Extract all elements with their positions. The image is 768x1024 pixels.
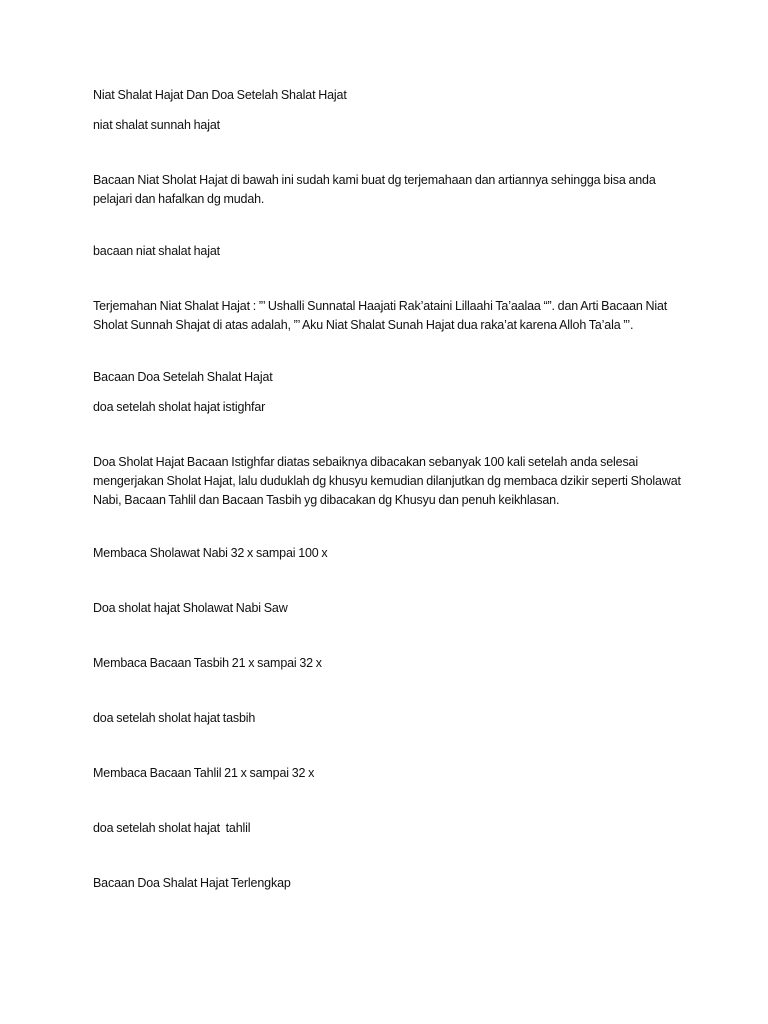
document-body (93, 86, 693, 893)
paragraph-sholawat-count: Membaca Sholawat Nabi 32 x sampai 100 x (93, 546, 328, 560)
paragraph-tasbih-count: Membaca Bacaan Tasbih 21 x sampai 32 x (93, 656, 322, 670)
paragraph-sholawat-caption: Doa sholat hajat Sholawat Nabi Saw (93, 601, 288, 615)
paragraph-niat-heading: niat shalat sunnah hajat (93, 118, 220, 132)
paragraph-istighfar-body: Doa Sholat Hajat Bacaan Istighfar diatas sebaiknya dibacakan sebanyak 100 kali setelah anda selesai mengerjakan Sholat Hajat, lalu duduklah dg khusyu kemudian dilanjutkan dg membaca dzikir seperti Sholawat Nabi, Bacaan Tahlil dan Bacaan Tasbih yg dibacakan dg Khusyu dan penuh keikhlasan. (93, 455, 681, 507)
paragraph-tahlil-caption: doa setelah sholat hajat tahlil (93, 821, 251, 835)
paragraph-tahlil-count: Membaca Bacaan Tahlil 21 x sampai 32 x (93, 766, 315, 780)
paragraph-niat-translation: Terjemahan Niat Shalat Hajat : ”’ Ushalli Sunnatal Haajati Rak’ataini Lillaahi Ta’aalaa “”. dan Arti Bacaan Niat Sholat Sunnah Shajat di atas adalah, ”’ Aku Niat Shalat Sunah Hajat dua raka’at karena Alloh Ta’ala ”’. (93, 299, 668, 332)
paragraph-doa-lengkap-heading: Bacaan Doa Shalat Hajat Terlengkap (93, 876, 291, 890)
paragraph-niat-caption: bacaan niat shalat hajat (93, 244, 220, 258)
document-title: Niat Shalat Hajat Dan Doa Setelah Shalat Hajat (93, 88, 347, 102)
paragraph-tasbih-caption: doa setelah sholat hajat tasbih (93, 711, 256, 725)
paragraph-doa-heading: Bacaan Doa Setelah Shalat Hajat (93, 370, 273, 384)
paragraph-niat-intro: Bacaan Niat Sholat Hajat di bawah ini sudah kami buat dg terjemahaan dan artiannya sehingga bisa anda pelajari dan hafalkan dg mudah. (93, 173, 656, 206)
paragraph-istighfar-caption: doa setelah sholat hajat istighfar (93, 400, 266, 414)
